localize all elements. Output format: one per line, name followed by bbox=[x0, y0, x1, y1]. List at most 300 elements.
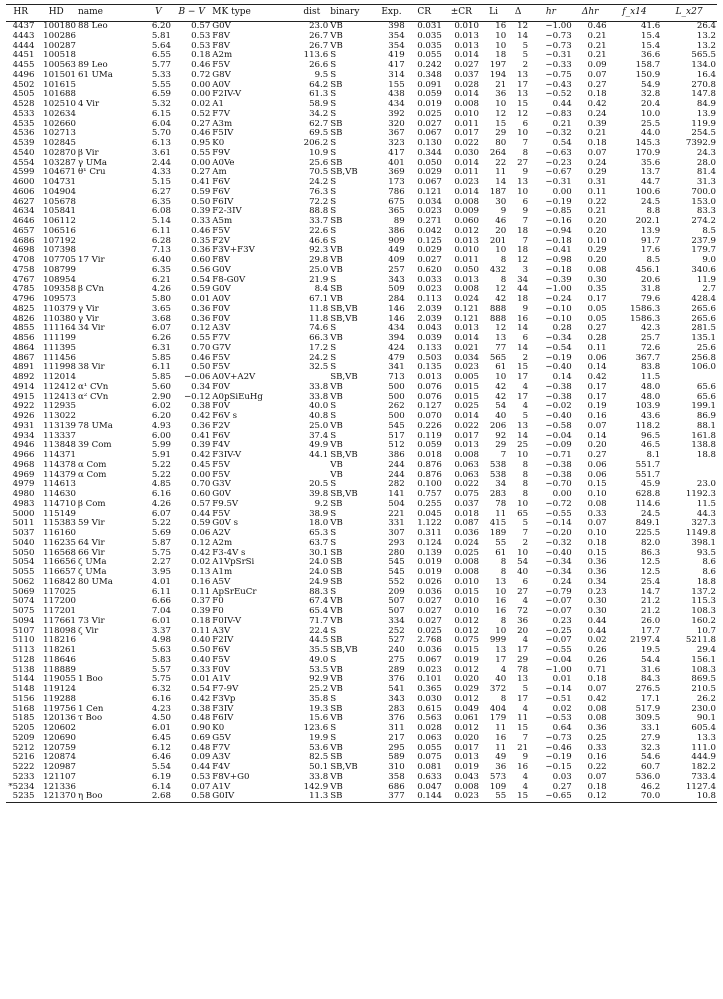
cell-hr-ratio: −0.10 bbox=[545, 304, 572, 314]
cell-mk-type: F3IV-V bbox=[212, 451, 242, 460]
cell-hr: 5040 bbox=[12, 538, 35, 548]
cell-name bbox=[77, 120, 145, 130]
cell-hr: 4979 bbox=[12, 480, 35, 490]
cell-lx27: 11.9 bbox=[696, 275, 716, 285]
cell-hr-ratio-err: 0.17 bbox=[587, 382, 607, 392]
cell-exp: 284 bbox=[388, 295, 405, 304]
cell-hd: 102510 bbox=[43, 100, 76, 109]
cell-fx14: 145.3 bbox=[635, 139, 661, 148]
cell-delta: 7 bbox=[522, 236, 529, 246]
cell-hr-ratio: −0.34 bbox=[545, 568, 572, 577]
cell-hr-ratio-err: 0.28 bbox=[587, 334, 607, 343]
cell-exp: 394 bbox=[388, 334, 405, 343]
cell-mk-type: A1VpSrSi bbox=[212, 558, 255, 568]
cell-dist: 65.3 bbox=[309, 529, 329, 538]
cell-hr-ratio: −0.71 bbox=[545, 451, 572, 460]
table-row bbox=[6, 773, 717, 783]
cell-mk-type: G5V bbox=[212, 733, 231, 743]
cell-cr-err: 0.012 bbox=[454, 665, 479, 675]
cell-cr-err: 0.010 bbox=[454, 607, 479, 616]
cell-name: γ UMa bbox=[77, 158, 108, 168]
cell-hd: 107398 bbox=[43, 246, 76, 256]
cell-hr-ratio: −0.79 bbox=[545, 587, 572, 597]
cell-cr-err: 0.008 bbox=[454, 568, 479, 577]
cell-binary: S bbox=[330, 324, 337, 334]
cell-delta: 8 bbox=[522, 148, 529, 158]
cell-b-v: 0.56 bbox=[191, 265, 211, 275]
table-row bbox=[6, 207, 717, 217]
cell-hd: 109358 bbox=[43, 285, 76, 295]
cell-hr-ratio-err: 0.14 bbox=[587, 363, 607, 373]
cell-dist bbox=[294, 373, 329, 383]
cell-hr-ratio-err: 0.23 bbox=[587, 587, 607, 597]
cell-v: 4.26 bbox=[151, 499, 171, 509]
cell-cr-err: 0.013 bbox=[454, 441, 479, 451]
cell-binary: VB bbox=[330, 334, 343, 343]
cell-hd: 112412 bbox=[43, 382, 76, 392]
cell-hr: *5234 bbox=[8, 782, 35, 792]
table-row bbox=[6, 227, 717, 237]
cell-hr-ratio: −0.43 bbox=[545, 80, 572, 90]
cell-fx14: 21.2 bbox=[641, 607, 661, 616]
cell-hr: 4536 bbox=[12, 129, 35, 139]
cell-name: θ¹ Cru bbox=[77, 168, 106, 178]
cell-v: 5.15 bbox=[151, 178, 171, 187]
cell-cr: 0.027 bbox=[417, 119, 442, 129]
cell-v: 5.85 bbox=[151, 373, 171, 382]
cell-mk-type: A3V bbox=[212, 753, 231, 763]
cell-hd: 120136 bbox=[43, 714, 76, 724]
cell-dist: 76.3 bbox=[309, 187, 329, 197]
cell-b-v: 0.39 bbox=[191, 207, 211, 217]
cell-hr: 5233 bbox=[12, 772, 35, 782]
cell-cr-err: 0.075 bbox=[454, 636, 479, 646]
cell-mk-type: A0V bbox=[212, 80, 231, 90]
cell-binary: VB bbox=[330, 519, 343, 529]
cell-hd: 112413 bbox=[43, 392, 76, 402]
cell-b-v: 0.12 bbox=[191, 324, 211, 334]
cell-lx27: 8.6 bbox=[702, 558, 716, 568]
cell-fx14: 21.2 bbox=[641, 597, 661, 607]
cell-name bbox=[77, 685, 145, 695]
cell-li: 55 bbox=[480, 792, 507, 802]
cell-b-v: 0.59 bbox=[191, 285, 211, 295]
cell-b-v: 0.38 bbox=[191, 402, 211, 412]
cell-v: 4.26 bbox=[151, 285, 171, 295]
cell-hd: 114378 bbox=[43, 460, 76, 470]
cell-binary: S bbox=[330, 207, 337, 217]
cell-exp: 146 bbox=[388, 304, 405, 314]
cell-b-v: 0.57 bbox=[191, 21, 211, 31]
cell-hr: 4915 bbox=[12, 392, 35, 402]
cell-hr-ratio: −0.40 bbox=[545, 363, 572, 373]
cell-b-v: 0.42 bbox=[191, 694, 211, 704]
cell-dist: 11.8 bbox=[309, 314, 329, 324]
cell-hr-ratio-err: 0.26 bbox=[587, 655, 607, 665]
cell-exp: 221 bbox=[388, 509, 405, 519]
cell-hr: 5055 bbox=[12, 568, 35, 577]
cell-hd: 113848 bbox=[43, 441, 76, 451]
cell-exp: 417 bbox=[388, 61, 405, 70]
cell-mk-type: A2m bbox=[212, 51, 233, 61]
cell-cr-err: 0.018 bbox=[454, 509, 479, 519]
cell-hr-ratio-err: 0.08 bbox=[587, 265, 607, 275]
cell-binary: S bbox=[330, 148, 337, 158]
cell-b-v: 0.18 bbox=[191, 51, 211, 61]
cell-hr-ratio-err: 0.16 bbox=[587, 412, 607, 421]
cell-mk-type: F5V bbox=[212, 509, 230, 519]
cell-hr-ratio: −0.46 bbox=[545, 743, 572, 753]
cell-hr-ratio: −0.09 bbox=[545, 441, 572, 451]
cell-mk-type: A5m bbox=[212, 217, 233, 226]
cell-delta: 54 bbox=[517, 558, 529, 568]
cell-mk-type: F0V bbox=[212, 665, 230, 675]
cell-hr: 4437 bbox=[12, 21, 35, 31]
cell-lx27: 88.1 bbox=[696, 421, 716, 431]
cell-v: 3.68 bbox=[151, 314, 171, 324]
cell-binary: SB,VB bbox=[330, 168, 358, 178]
cell-exp: 545 bbox=[388, 568, 405, 577]
cell-binary: S bbox=[330, 275, 337, 285]
cell-hd: 116656 bbox=[43, 558, 76, 568]
cell-mk-type: A3V bbox=[212, 626, 231, 636]
cell-hr-ratio-err: 0.20 bbox=[587, 226, 607, 236]
cell-name: η Boo bbox=[77, 792, 145, 802]
cell-exp: 527 bbox=[388, 636, 405, 646]
cell-b-v: 0.37 bbox=[191, 597, 211, 607]
cell-fx14: 551.7 bbox=[635, 460, 661, 470]
cell-li: 10 bbox=[495, 373, 507, 382]
cell-mk-type: F6V bbox=[212, 646, 230, 655]
cell-exp: 376 bbox=[388, 675, 405, 685]
col-header-v: V bbox=[145, 5, 172, 22]
cell-cr: 0.130 bbox=[417, 139, 442, 148]
cell-cr: 0.121 bbox=[417, 187, 442, 197]
cell-hd: 120987 bbox=[43, 763, 76, 772]
cell-hr-ratio: −0.54 bbox=[545, 343, 572, 353]
cell-lx27: 199.1 bbox=[691, 402, 716, 412]
cell-hr: 4946 bbox=[12, 441, 35, 451]
cell-lx27: 605.4 bbox=[691, 724, 716, 733]
cell-fx14: 12.5 bbox=[641, 568, 661, 577]
cell-hr: 5094 bbox=[12, 616, 35, 626]
cell-cr-err: 0.087 bbox=[454, 519, 479, 529]
cell-hr: 4796 bbox=[12, 295, 35, 304]
cell-li: 49 bbox=[495, 753, 507, 763]
cell-lx27: 25.6 bbox=[696, 343, 716, 353]
cell-hr: 4502 bbox=[12, 80, 35, 90]
cell-li: 42 bbox=[495, 382, 507, 392]
table-row bbox=[6, 139, 717, 149]
cell-binary: SB bbox=[329, 792, 377, 802]
cell-v: 6.12 bbox=[151, 743, 171, 753]
cell-cr: 0.033 bbox=[417, 275, 442, 285]
cell-dist: 92.3 bbox=[309, 246, 329, 256]
cell-name: 80 UMa bbox=[77, 577, 113, 587]
table-row bbox=[6, 266, 717, 276]
cell-hr: 4785 bbox=[12, 285, 35, 295]
cell-cr: 0.029 bbox=[417, 168, 442, 178]
cell-binary: VB bbox=[330, 460, 343, 470]
cell-mk-type: K0 bbox=[212, 724, 225, 733]
cell-li: 12 bbox=[495, 109, 507, 119]
cell-hr: 5000 bbox=[12, 509, 35, 519]
table-row bbox=[6, 666, 717, 676]
cell-v: 5.77 bbox=[151, 61, 171, 70]
cell-name: β Com bbox=[77, 499, 106, 509]
cell-exp: 314 bbox=[388, 70, 405, 80]
cell-hr: 5156 bbox=[12, 694, 35, 704]
cell-dist: 26.7 bbox=[309, 41, 329, 51]
cell-exp: 409 bbox=[388, 256, 405, 265]
cell-name bbox=[77, 90, 145, 100]
cell-hr-ratio-err: 0.44 bbox=[587, 616, 607, 626]
cell-hr: 5050 bbox=[12, 548, 35, 558]
cell-hr-ratio-err: 0.07 bbox=[587, 772, 607, 782]
cell-exp: 386 bbox=[388, 226, 405, 236]
cell-hr: 5168 bbox=[12, 704, 35, 714]
cell-v: 5.64 bbox=[151, 41, 171, 51]
cell-hr-ratio: −0.24 bbox=[545, 295, 572, 304]
cell-cr: 0.043 bbox=[417, 324, 442, 334]
cell-exp: 323 bbox=[388, 139, 405, 148]
table-row bbox=[6, 315, 717, 325]
cell-mk-type: F0 bbox=[212, 607, 224, 616]
cell-dist: 24.0 bbox=[309, 568, 329, 577]
cell-name: γ Vir bbox=[77, 314, 99, 324]
cell-cr-err: 0.029 bbox=[454, 685, 479, 694]
table-row bbox=[6, 237, 717, 247]
cell-lx27: 5211.8 bbox=[685, 636, 716, 646]
cell-hr-ratio-err: 0.33 bbox=[587, 509, 607, 519]
cell-exp: 217 bbox=[388, 733, 405, 743]
cell-hr-ratio-err: 0.05 bbox=[587, 314, 607, 324]
cell-cr-err: 0.014 bbox=[454, 412, 479, 421]
cell-delta: 7 bbox=[522, 529, 529, 538]
cell-delta: 17 bbox=[517, 392, 529, 402]
cell-hd: 105841 bbox=[43, 207, 76, 217]
cell-exp: 376 bbox=[388, 714, 405, 724]
cell-dist bbox=[294, 471, 329, 481]
cell-v: 2.44 bbox=[151, 158, 171, 168]
cell-dist: 32.5 bbox=[309, 363, 329, 373]
cell-b-v: 0.00 bbox=[191, 80, 211, 90]
cell-hr-ratio: −0.94 bbox=[545, 226, 572, 236]
cell-exp: 280 bbox=[388, 548, 405, 558]
cell-v: 6.16 bbox=[151, 694, 171, 704]
cell-hr-ratio: −0.65 bbox=[529, 792, 573, 802]
table-row bbox=[6, 578, 717, 588]
cell-lx27: 11.5 bbox=[696, 499, 716, 509]
cell-mk-type: A1 bbox=[212, 100, 224, 109]
cell-name bbox=[77, 373, 145, 383]
cell-dist: 64.2 bbox=[309, 80, 329, 90]
cell-binary: VB bbox=[330, 616, 343, 626]
cell-li: 194 bbox=[489, 70, 507, 80]
cell-hr-ratio: −0.38 bbox=[545, 460, 572, 470]
cell-cr-err: 0.022 bbox=[454, 480, 479, 490]
cell-fx14: 551.7 bbox=[635, 470, 661, 480]
table-row bbox=[6, 256, 717, 266]
cell-mk-type: F4V bbox=[212, 763, 230, 772]
cell-v: 6.19 bbox=[151, 772, 171, 782]
cell-hr-ratio: 0.54 bbox=[552, 139, 572, 148]
cell-cr-err: 0.025 bbox=[454, 402, 479, 412]
cell-exp: 244 bbox=[388, 470, 405, 480]
cell-fx14: 8.8 bbox=[646, 207, 661, 217]
cell-fx14: 44.7 bbox=[641, 178, 661, 187]
col-header-hr: HR bbox=[6, 5, 35, 22]
cell-dist: 49.0 bbox=[309, 655, 329, 665]
cell-hr-ratio-err: 0.07 bbox=[587, 519, 607, 529]
cell-name: α¹ CVn bbox=[77, 382, 109, 392]
cell-fx14: 83.8 bbox=[641, 363, 661, 373]
cell-hr: 4528 bbox=[12, 100, 35, 109]
cell-cr: 0.242 bbox=[417, 61, 442, 70]
cell-cr: 0.076 bbox=[417, 392, 442, 402]
cell-hr-ratio-err: 0.19 bbox=[587, 402, 607, 412]
cell-hr-ratio-err: 0.44 bbox=[587, 626, 607, 636]
cell-binary: S bbox=[330, 61, 337, 70]
cell-dist: 33.8 bbox=[309, 382, 329, 392]
cell-fx14: 456.1 bbox=[635, 265, 661, 275]
cell-lx27: 106.0 bbox=[691, 363, 716, 373]
cell-delta: 10 bbox=[517, 499, 529, 509]
cell-hr-ratio: −0.32 bbox=[545, 129, 572, 139]
cell-v: 6.27 bbox=[151, 187, 171, 197]
table-row bbox=[6, 695, 717, 705]
cell-lx27: 135.1 bbox=[691, 334, 716, 343]
cell-name: 1 Cen bbox=[77, 704, 104, 714]
table-row bbox=[6, 588, 717, 598]
cell-exp: 552 bbox=[388, 577, 405, 587]
cell-cr-err: 0.005 bbox=[454, 373, 479, 382]
cell-li: 22 bbox=[495, 158, 507, 168]
cell-v: 6.13 bbox=[151, 139, 171, 148]
cell-lx27: 182.2 bbox=[691, 763, 716, 772]
cell-cr: 0.019 bbox=[417, 558, 442, 568]
cell-name bbox=[77, 344, 145, 354]
cell-dist: 11.8 bbox=[309, 304, 329, 314]
cell-name: 88 Leo bbox=[77, 21, 108, 31]
table-row bbox=[6, 461, 717, 471]
cell-hr: 4634 bbox=[12, 207, 35, 217]
cell-binary: S bbox=[330, 363, 337, 373]
cell-li: 10 bbox=[495, 100, 507, 109]
cell-v: 6.55 bbox=[151, 51, 171, 61]
cell-dist: 66.3 bbox=[309, 334, 329, 343]
cell-name: τ Boo bbox=[77, 714, 103, 724]
cell-delta: 5 bbox=[522, 519, 529, 529]
cell-hr-ratio-err: 0.16 bbox=[587, 753, 607, 763]
table-row bbox=[6, 188, 717, 198]
cell-binary: VB bbox=[330, 31, 343, 41]
cell-b-v: 0.57 bbox=[191, 499, 211, 509]
cell-li: 16 bbox=[495, 21, 507, 31]
cell-cr-err: 0.022 bbox=[454, 421, 479, 431]
cell-hr: 5209 bbox=[12, 733, 35, 743]
cell-name bbox=[77, 217, 145, 227]
cell-hr-ratio-err: 0.07 bbox=[587, 421, 607, 431]
cell-hr-ratio: 0.01 bbox=[552, 675, 572, 685]
cell-name: γ Vir bbox=[77, 304, 99, 314]
cell-v: 5.87 bbox=[151, 538, 171, 548]
cell-exp: 155 bbox=[388, 80, 405, 90]
cell-b-v: 0.06 bbox=[191, 529, 211, 538]
col-header-dist: dist bbox=[294, 5, 329, 22]
cell-li: 46 bbox=[495, 217, 507, 226]
cell-v: 5.14 bbox=[151, 217, 171, 226]
cell-hd: 111199 bbox=[43, 334, 76, 343]
cell-hr: 5069 bbox=[12, 587, 35, 597]
cell-hr-ratio-err: 0.17 bbox=[587, 295, 607, 304]
cell-fx14: 60.7 bbox=[641, 763, 661, 772]
cell-hr-ratio-err: 0.30 bbox=[587, 597, 607, 607]
cell-hr-ratio-err: 0.05 bbox=[587, 304, 607, 314]
cell-name: 59 Vir bbox=[77, 519, 105, 529]
cell-hd: 102660 bbox=[43, 119, 76, 129]
cell-hr-ratio-err: 0.15 bbox=[587, 548, 607, 558]
cell-lx27: 254.5 bbox=[691, 129, 716, 139]
cell-binary: S bbox=[330, 694, 337, 704]
cell-li: 10 bbox=[495, 626, 507, 636]
cell-hd: 112935 bbox=[43, 402, 76, 412]
cell-b-v: 0.41 bbox=[191, 431, 211, 441]
cell-cr: 0.045 bbox=[417, 509, 442, 519]
cell-dist: 53.6 bbox=[309, 743, 329, 753]
cell-name bbox=[77, 81, 145, 91]
cell-delta: 18 bbox=[517, 226, 529, 236]
cell-fx14: 628.8 bbox=[635, 490, 661, 499]
cell-binary: VB bbox=[330, 21, 343, 31]
cell-delta: 17 bbox=[517, 373, 529, 382]
cell-binary: S bbox=[330, 90, 337, 100]
cell-mk-type: G0IV bbox=[211, 792, 294, 802]
cell-mk-type: F0V bbox=[212, 402, 230, 412]
cell-v: 5.63 bbox=[151, 646, 171, 655]
cell-v: 3.37 bbox=[151, 626, 171, 636]
cell-mk-type: F7V bbox=[212, 109, 230, 119]
cell-dist: 8.4 bbox=[314, 285, 329, 295]
cell-mk-type: A0V+A2V bbox=[212, 373, 256, 382]
cell-cr-err: 0.022 bbox=[454, 139, 479, 148]
cell-hr: 5138 bbox=[12, 665, 35, 675]
cell-lx27: 138.8 bbox=[691, 441, 716, 451]
cell-hr-ratio-err: 0.24 bbox=[587, 109, 607, 119]
cell-cr-err: 0.017 bbox=[454, 431, 479, 441]
cell-exp: 369 bbox=[388, 168, 405, 178]
cell-lx27: 733.4 bbox=[691, 772, 716, 782]
cell-delta: 14 bbox=[517, 343, 529, 353]
table-row bbox=[6, 724, 717, 734]
cell-v: 5.33 bbox=[151, 70, 171, 80]
cell-lx27: 179.7 bbox=[691, 246, 716, 256]
cell-v: 6.35 bbox=[151, 265, 171, 275]
cell-delta: 8 bbox=[522, 490, 529, 499]
cell-hr-ratio: 0.02 bbox=[552, 704, 572, 714]
cell-exp: 434 bbox=[388, 100, 405, 109]
cell-delta: 7 bbox=[522, 139, 529, 148]
table-row bbox=[6, 61, 717, 71]
cell-name bbox=[77, 636, 145, 646]
cell-hr: 4533 bbox=[12, 109, 35, 119]
cell-li: 11 bbox=[495, 724, 507, 733]
cell-exp: 377 bbox=[377, 792, 405, 802]
cell-hr: 4926 bbox=[12, 412, 35, 421]
table-row bbox=[6, 568, 717, 578]
col-header-li: Li bbox=[480, 5, 507, 22]
cell-lx27: 9.0 bbox=[702, 256, 716, 265]
